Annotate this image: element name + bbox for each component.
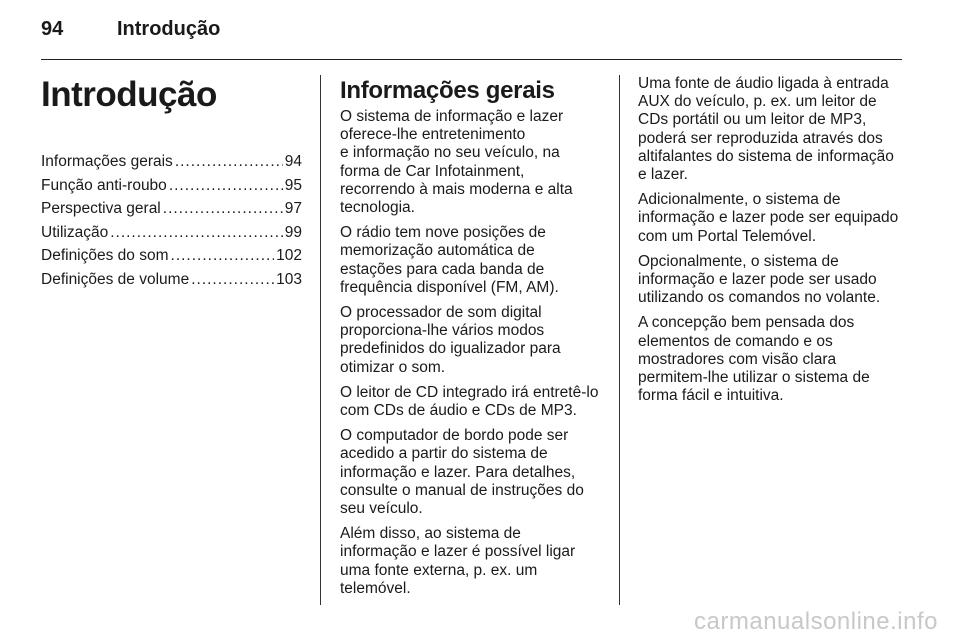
toc-page: 95	[284, 176, 302, 194]
running-title: Introdução	[117, 18, 221, 40]
toc-leader-dots	[110, 221, 283, 245]
toc-leader-dots	[191, 268, 274, 292]
paragraph: O sistema de informação e lazer oferece-lhe entretenimento e informação no seu veículo, na forma de Car Infotainment, recorrendo à mais moderna e alta tecnologia.	[340, 108, 573, 217]
right-column	[638, 75, 906, 412]
toc-entry[interactable]	[41, 268, 302, 292]
watermark: carmanualsonline.info	[694, 608, 938, 635]
column-divider	[619, 75, 620, 605]
toc-leader-dots	[169, 174, 283, 198]
page-number: 94	[41, 18, 64, 40]
paragraph: Adicionalmente, o sistema de informação e lazer pode ser equipado com um Portal Telemóvel.	[638, 191, 899, 245]
toc-leader-dots	[171, 244, 275, 268]
section-title: Informações gerais	[340, 77, 555, 104]
page-header	[41, 18, 220, 48]
middle-column	[340, 75, 608, 605]
toc-entry[interactable]	[41, 150, 302, 174]
paragraph: Uma fonte de áudio ligada à entrada AUX do veículo, p. ex. um leitor de CDs portátil ou um leitor de MP3, poderá ser reproduzida através dos altifalantes do sistema de informação e lazer.	[638, 75, 894, 184]
paragraph: A concepção bem pensada dos elementos de comando e os mostradores com visão clara permitem-lhe utilizar o sistema de forma fácil e intuitiva.	[638, 314, 870, 405]
toc-label: Utilização	[41, 223, 109, 241]
toc-entry[interactable]	[41, 244, 302, 268]
toc-page: 103	[276, 270, 302, 288]
toc-page: 102	[276, 247, 302, 264]
paragraph: Além disso, ao sistema de informação e lazer é possível ligar uma fonte externa, p. ex. um telemóvel.	[340, 525, 576, 597]
chapter-title: Introdução	[41, 75, 217, 114]
toc-label: Perspectiva geral	[41, 200, 161, 217]
paragraph: Opcionalmente, o sistema de informação e lazer pode ser usado utilizando os comandos no volante.	[638, 252, 881, 307]
toc-page: 99	[284, 223, 302, 241]
toc-leader-dots	[175, 150, 283, 174]
paragraph: O computador de bordo pode ser acedido a partir do sistema de informação e lazer. Para detalhes, consulte o manual de instruções do seu veículo.	[340, 427, 584, 518]
table-of-contents	[41, 150, 302, 291]
toc-entry[interactable]	[41, 197, 302, 221]
column-divider	[320, 75, 321, 605]
toc-page: 94	[284, 153, 302, 170]
toc-label: Definições do som	[41, 247, 169, 264]
toc-leader-dots	[163, 197, 283, 221]
toc-entry[interactable]	[41, 221, 302, 245]
toc-label: Informações gerais	[41, 153, 173, 170]
toc-label: Definições de volume	[41, 270, 190, 288]
left-column	[41, 75, 302, 291]
toc-page: 97	[284, 200, 302, 217]
header-rule	[41, 59, 902, 60]
paragraph: O leitor de CD integrado irá entretê-lo com CDs de áudio e CDs de MP3.	[340, 383, 599, 420]
toc-entry[interactable]	[41, 174, 302, 198]
paragraph: O rádio tem nove posições de memorização automática de estações para cada banda de frequência disponível (FM, AM).	[340, 224, 559, 296]
toc-label: Função anti-roubo	[41, 176, 167, 194]
paragraph: O processador de som digital proporciona-lhe vários modos predefinidos do igualizador para otimizar o som.	[340, 304, 561, 376]
